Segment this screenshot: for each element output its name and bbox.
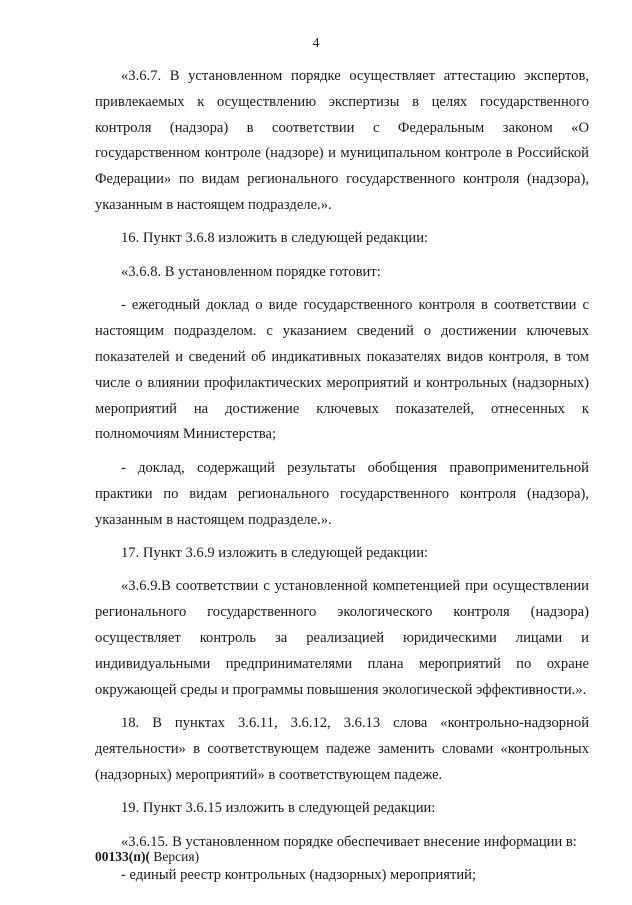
footer-code: 00133(п)( <box>95 849 151 864</box>
paragraph-annual-report: - ежегодный доклад о виде государственного контроля в соответствии с настоящим подразделом. с указанием сведений о достижении ключевых показателей и сведений об индикативных показателях видов контроля, в том числе о влиянии профилактических мероприятий и контрольных (надзорных) мероприятий на достижение ключевых показателей, отнесенных к полномочиям Министерства; <box>95 297 589 443</box>
paragraph-3-6-9: «3.6.9.В соответствии с установленной компетенцией при осуществлении регионального государственного экологического контроля (надзора) осуществляет контроль за реализацией юридическими лицами и индивидуальными предпринимателями плана мероприятий по охране окружающей среды и программы повышения экологической эффективности.». <box>95 578 589 698</box>
document-footer <box>95 849 199 865</box>
paragraph-3-6-15: «3.6.15. В установленном порядке обеспечивает внесение информации в: <box>121 833 577 850</box>
paragraph-item-18: 18. В пунктах 3.6.11, 3.6.12, 3.6.13 слова «контрольно-надзорной деятельности» в соответствующем падеже заменить словами «контрольных (надзорных) мероприятий» в соответствующем падеже. <box>95 715 589 783</box>
paragraph-registry: - единый реестр контрольных (надзорных) мероприятий; <box>121 867 477 884</box>
paragraph-item-17: 17. Пункт 3.6.9 изложить в следующей редакции: <box>121 544 429 561</box>
paragraph-item-16: 16. Пункт 3.6.8 изложить в следующей редакции: <box>121 230 429 247</box>
footer-version: Версия) <box>150 849 200 864</box>
document-body <box>95 64 589 897</box>
page-number: 4 <box>312 36 320 51</box>
paragraph-item-19: 19. Пункт 3.6.15 изложить в следующей редакции: <box>121 800 436 817</box>
paragraph-practice-report: - доклад, содержащий результаты обобщения правоприменительной практики по видам регионального государственного контроля (надзора), указанным в настоящем подразделе.». <box>95 459 589 528</box>
paragraph-3-6-8: «3.6.8. В установленном порядке готовит: <box>121 263 381 280</box>
paragraph-3-6-7: «3.6.7. В установленном порядке осуществляет аттестацию экспертов, привлекаемых к осуществлению экспертизы в целях государственного контроля (надзора) в соответствии с Федеральным законом «О государственном контроле (надзоре) и муниципальном контроле в Российской Федерации» по видам регионального государственного контроля (надзора), указанным в настоящем подразделе.». <box>95 68 589 213</box>
